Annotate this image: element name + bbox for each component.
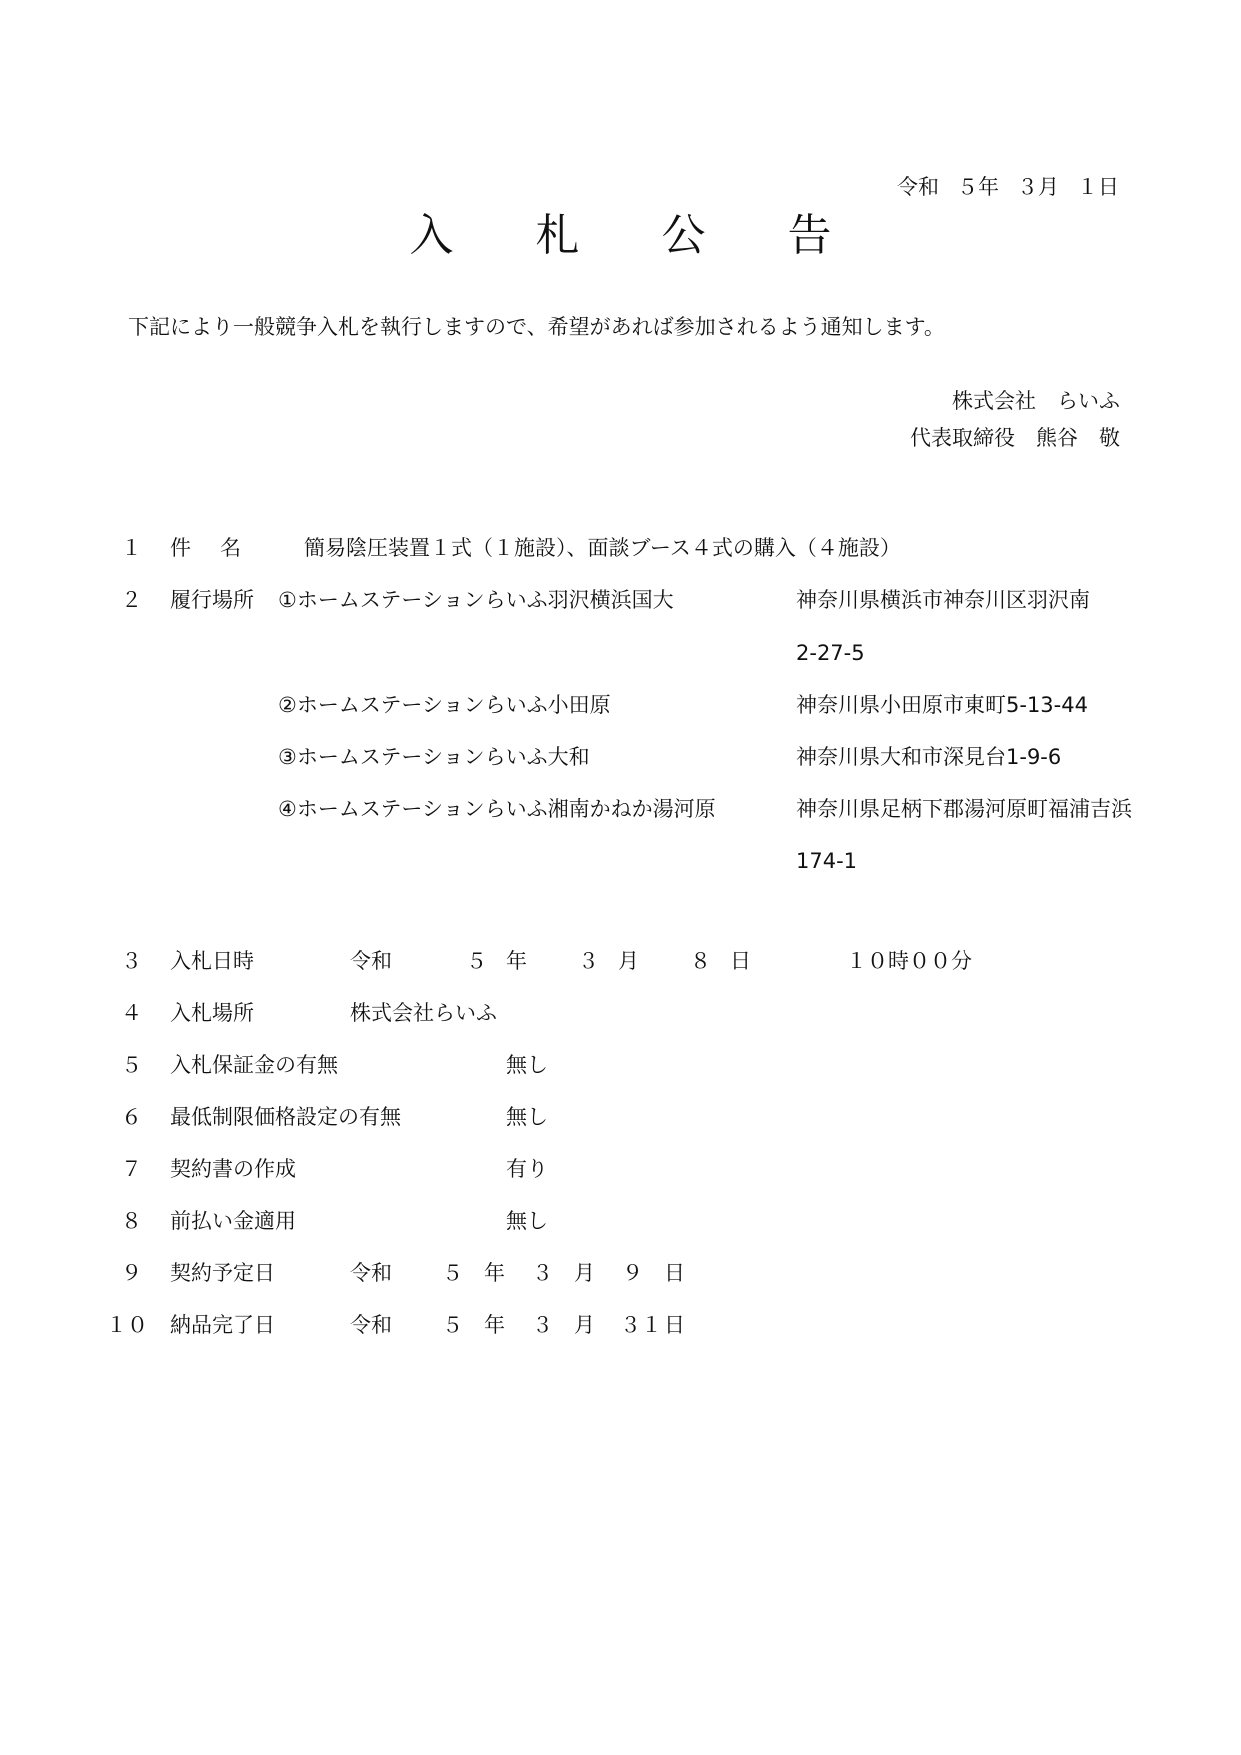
bid-date-month: ３ <box>578 949 599 973</box>
item-number: ５ <box>121 1053 142 1077</box>
bid-date-day-unit: 日 <box>730 949 751 973</box>
date-era: 令和 <box>897 175 939 199</box>
bid-date-year: ５ <box>466 949 487 973</box>
delivery-date-day: ３１ <box>620 1313 662 1337</box>
item-label: 前払い金適用 <box>170 1209 296 1233</box>
item-value: 株式会社らいふ <box>350 1001 497 1025</box>
place-name: ①ホームステーションらいふ羽沢横浜国大 <box>278 588 674 612</box>
item-number: ７ <box>121 1157 142 1181</box>
item-number: ２ <box>121 588 142 612</box>
item-label: 入札場所 <box>170 1001 254 1025</box>
item-label: 履行場所 <box>170 588 254 612</box>
item-value: 無し <box>506 1105 548 1129</box>
contract-date-month: ３ <box>532 1261 553 1285</box>
place-address: 神奈川県小田原市東町5-13-44 <box>796 693 1088 717</box>
issue-date <box>879 174 1119 200</box>
place-name: ③ホームステーションらいふ大和 <box>278 745 590 769</box>
contract-date-era: 令和 <box>350 1261 392 1285</box>
item-label: 契約書の作成 <box>170 1157 296 1181</box>
bid-time: １０時００分 <box>846 949 972 973</box>
item-number: ３ <box>121 949 142 973</box>
contract-date-day-unit: 日 <box>664 1261 685 1285</box>
delivery-date-month-unit: 月 <box>574 1313 595 1337</box>
item-label: 入札日時 <box>170 949 254 973</box>
document-title: 入 札 公 告 <box>409 210 866 261</box>
delivery-date-year-unit: 年 <box>484 1313 505 1337</box>
delivery-date-era: 令和 <box>350 1313 392 1337</box>
issuer-company: 株式会社 らいふ <box>952 389 1120 413</box>
item-label: 入札保証金の有無 <box>170 1053 338 1077</box>
place-name: ④ホームステーションらいふ湘南かねか湯河原 <box>278 797 716 821</box>
intro-text: 下記により一般競争入札を執行しますので、希望があれば参加されるよう通知します。 <box>128 315 945 339</box>
date-month: ３月 <box>1017 175 1059 199</box>
contract-date-month-unit: 月 <box>574 1261 595 1285</box>
bid-date-year-unit: 年 <box>506 949 527 973</box>
item-number: ６ <box>121 1105 142 1129</box>
contract-date-year-unit: 年 <box>484 1261 505 1285</box>
delivery-date-day-unit: 日 <box>664 1313 685 1337</box>
item-number: ４ <box>121 1001 142 1025</box>
issuer-representative: 代表取締役 熊谷 敬 <box>910 426 1120 450</box>
place-address: 神奈川県大和市深見台1-9-6 <box>796 745 1062 769</box>
item-label: 契約予定日 <box>170 1261 275 1285</box>
bid-date-month-unit: 月 <box>618 949 639 973</box>
item-label: 件 名 <box>170 536 245 560</box>
delivery-date-year: ５ <box>442 1313 463 1337</box>
item-number: ９ <box>121 1261 142 1285</box>
place-address-line2: 2-27-5 <box>796 641 865 665</box>
place-address-line2: 174-1 <box>796 849 858 873</box>
bid-date-day: ８ <box>690 949 711 973</box>
place-address: 神奈川県横浜市神奈川区羽沢南 <box>796 588 1090 612</box>
item-label: 納品完了日 <box>170 1313 275 1337</box>
date-year: ５年 <box>957 175 999 199</box>
contract-date-year: ５ <box>442 1261 463 1285</box>
delivery-date-month: ３ <box>532 1313 553 1337</box>
item-label: 最低制限価格設定の有無 <box>170 1105 401 1129</box>
item-value: 無し <box>506 1053 548 1077</box>
place-address: 神奈川県足柄下郡湯河原町福浦吉浜 <box>796 797 1132 821</box>
item-value: 無し <box>506 1209 548 1233</box>
item-value: 簡易陰圧装置１式（１施設）、面談ブース４式の購入（４施設） <box>304 536 901 560</box>
bid-date-era: 令和 <box>350 949 392 973</box>
item-number: ８ <box>121 1209 142 1233</box>
item-number: １ <box>121 536 142 560</box>
item-value: 有り <box>506 1157 548 1181</box>
item-number: １０ <box>106 1313 148 1337</box>
contract-date-day: ９ <box>622 1261 643 1285</box>
place-name: ②ホームステーションらいふ小田原 <box>278 693 611 717</box>
date-day: １日 <box>1077 175 1119 199</box>
